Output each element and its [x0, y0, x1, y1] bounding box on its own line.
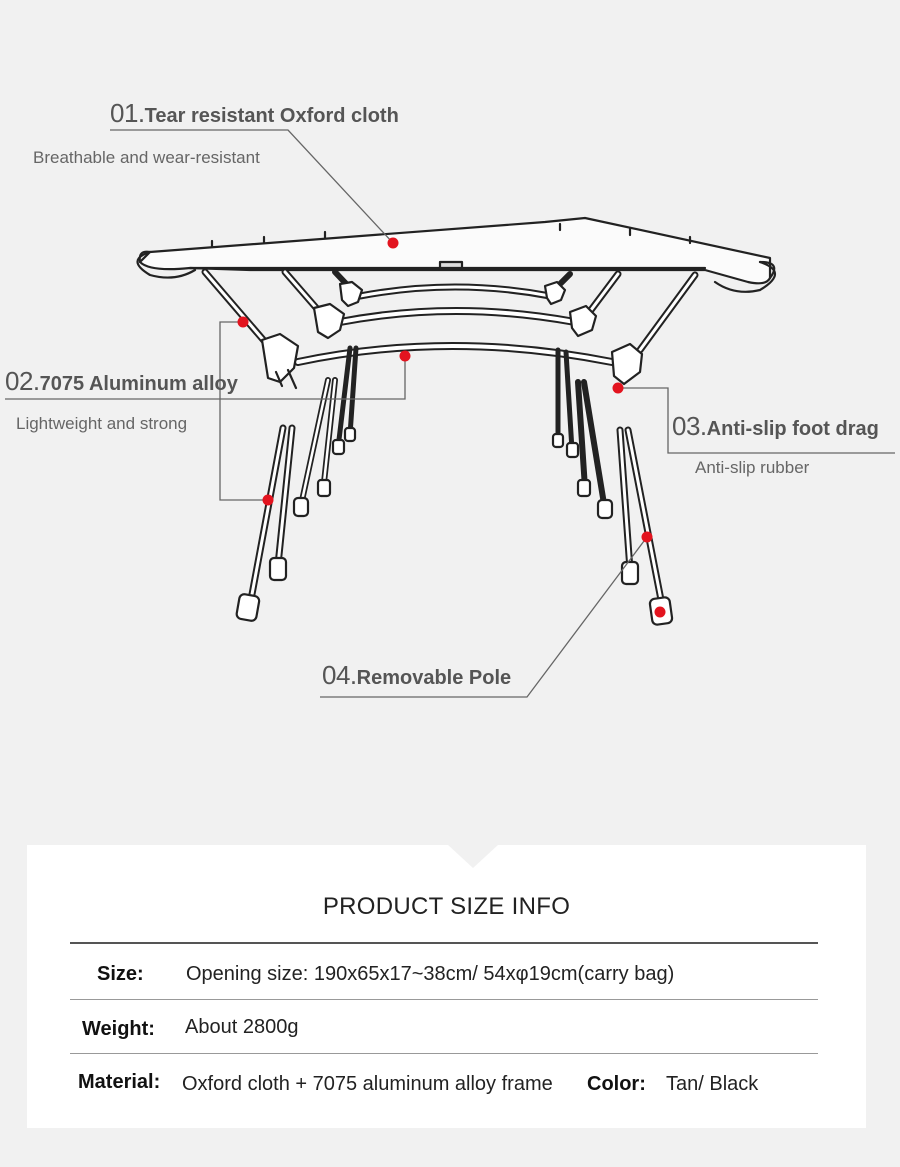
- callout-03-title: Anti-slip foot drag: [706, 418, 879, 440]
- cot-fabric: [140, 218, 770, 283]
- size-label: Size:: [97, 963, 144, 985]
- callout-02: [5, 366, 238, 397]
- material-value: Oxford cloth + 7075 aluminum alloy frame: [182, 1073, 553, 1095]
- callout-04-title: Removable Pole: [356, 667, 512, 689]
- callout-03-subtitle: Anti-slip rubber: [695, 458, 810, 477]
- material-label: Material:: [78, 1071, 161, 1093]
- color-label: Color:: [587, 1073, 646, 1095]
- marker-frame-upper: [238, 317, 249, 328]
- callout-01: [110, 98, 399, 129]
- callout-02-title: 7075 Aluminum alloy: [39, 373, 238, 395]
- leader-line-02-b: [220, 322, 268, 500]
- marker-pole-left: [263, 495, 274, 506]
- callout-04: [322, 660, 511, 691]
- info-divider: [70, 999, 818, 1000]
- callout-01-subtitle: Breathable and wear-resistant: [33, 148, 260, 167]
- card-notch: [447, 844, 499, 868]
- callout-01-number: 01.: [110, 98, 145, 128]
- callout-04-number: 04.: [322, 660, 357, 690]
- callout-01-title: Tear resistant Oxford cloth: [144, 105, 399, 127]
- color-value: Tan/ Black: [666, 1073, 759, 1095]
- callout-02-number: 02.: [5, 366, 40, 396]
- weight-label: Weight:: [82, 1018, 155, 1040]
- marker-foot: [613, 383, 624, 394]
- callout-03-number: 03.: [672, 411, 707, 441]
- marker-crossbar: [400, 351, 411, 362]
- leader-line-01: [110, 130, 393, 243]
- weight-value: About 2800g: [185, 1016, 299, 1038]
- marker-pole-right: [642, 532, 653, 543]
- marker-foot-bottom: [655, 607, 666, 618]
- product-size-info-card: [27, 845, 866, 1128]
- marker-fabric: [388, 238, 399, 249]
- info-divider: [70, 942, 818, 944]
- info-divider: [70, 1053, 818, 1054]
- callout-02-subtitle: Lightweight and strong: [16, 414, 188, 433]
- callout-03: [672, 411, 879, 442]
- size-value: Opening size: 190x65x17~38cm/ 54xφ19cm(carry bag): [186, 963, 675, 985]
- info-title: PRODUCT SIZE INFO: [322, 893, 571, 920]
